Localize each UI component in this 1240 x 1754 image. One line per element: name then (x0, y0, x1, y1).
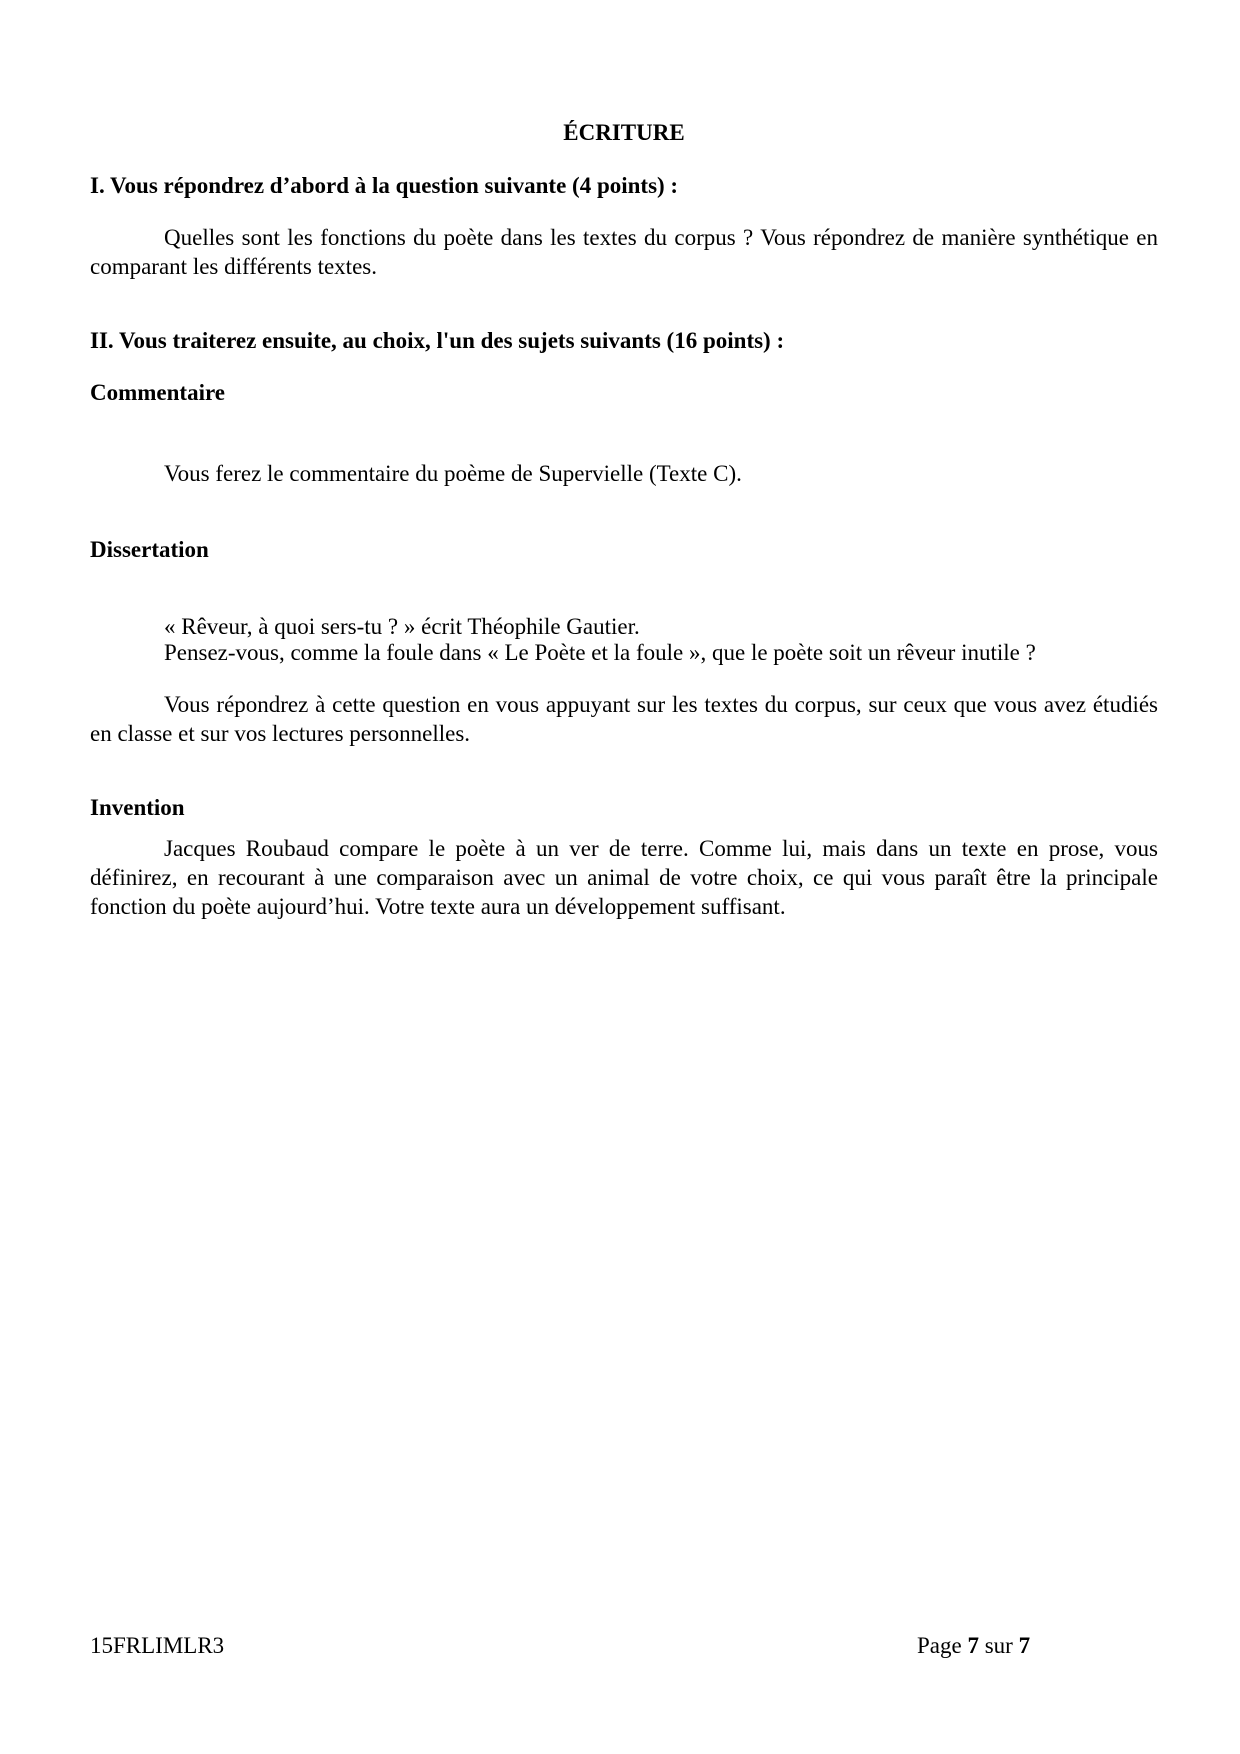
dissertation-instruction: Vous répondrez à cette question en vous appuyant sur les textes du corpus, sur ceux que vous avez étudiés en classe et sur vos lectures personnelles. (90, 692, 1158, 746)
part1-question: Quelles sont les fonctions du poète dans les textes du corpus ? Vous répondrez de manière synthétique en comparant les différents textes. (90, 225, 1158, 279)
commentaire-text: Vous ferez le commentaire du poème de Supervielle (Texte C). (164, 461, 742, 486)
dissertation-heading: Dissertation (90, 537, 209, 562)
page-title: ÉCRITURE (563, 120, 685, 145)
page-number (917, 1631, 1030, 1660)
footer-code: 15FRLIMLR3 (90, 1633, 225, 1658)
invention-text: Jacques Roubaud compare le poète à un ver de terre. Comme lui, mais dans un texte en prose, vous définirez, en recourant à une comparaison avec un animal de votre choix, ce qui vous paraît être la principale fonction du poète aujourd’hui. Votre texte aura un développement suffisant. (90, 836, 1158, 919)
page-current: 7 (967, 1633, 979, 1658)
document-page (90, 0, 1158, 1754)
part1-heading: I. Vous répondrez d’abord à la question suivante (4 points) : (90, 173, 679, 198)
invention-heading: Invention (90, 795, 185, 820)
page-label: Page (917, 1633, 962, 1658)
dissertation-quote: « Rêveur, à quoi sers-tu ? » écrit Théophile Gautier. (164, 614, 640, 639)
page-total: 7 (1018, 1633, 1031, 1658)
commentaire-heading: Commentaire (90, 380, 225, 405)
part2-heading: II. Vous traiterez ensuite, au choix, l'un des sujets suivants (16 points) : (90, 328, 785, 353)
page-separator: sur (984, 1633, 1013, 1658)
dissertation-question: Pensez-vous, comme la foule dans « Le Poète et la foule », que le poète soit un rêveur inutile ? (164, 640, 1036, 665)
